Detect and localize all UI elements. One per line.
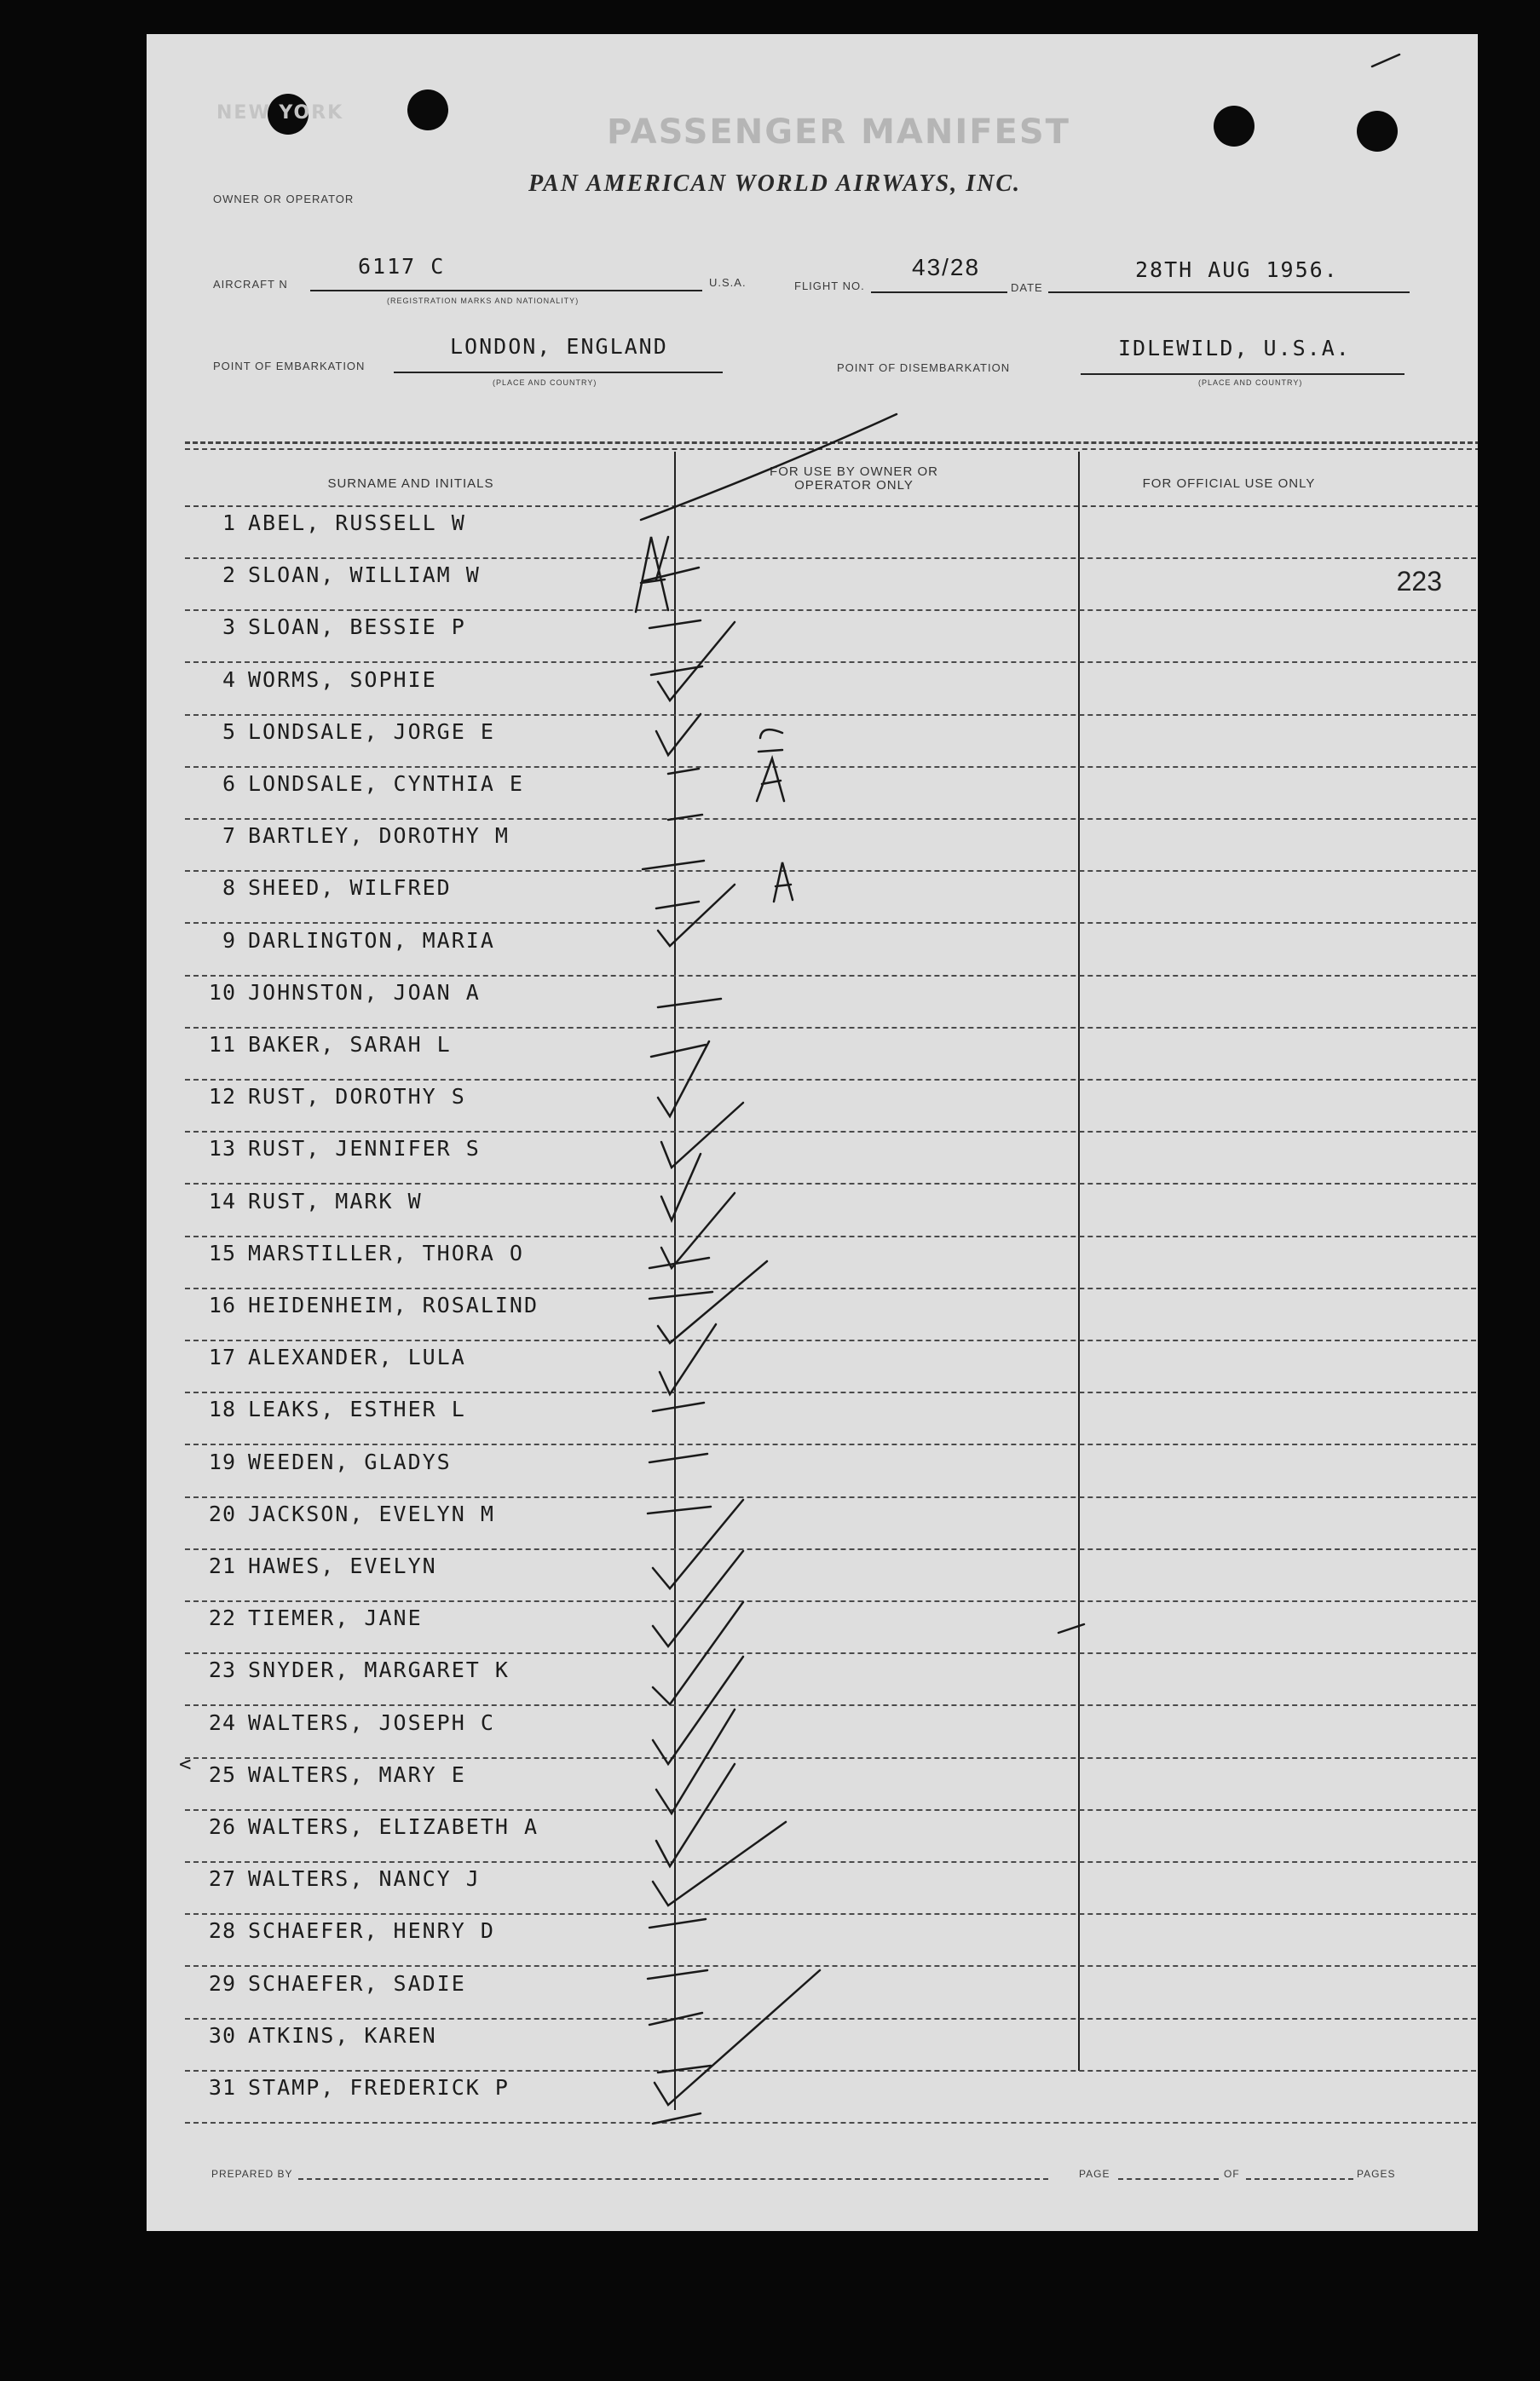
embarkation-underline <box>394 372 723 373</box>
passenger-name: SLOAN, WILLIAM W <box>248 562 481 587</box>
corner-stamp: NEW YORK <box>216 102 344 124</box>
row-number: 28 <box>208 1918 236 1943</box>
table-row <box>185 1237 1476 1289</box>
page-label: PAGE <box>1079 2168 1110 2180</box>
passenger-name: TIEMER, JANE <box>248 1606 423 1630</box>
passenger-name: STAMP, FREDERICK P <box>248 2075 510 2100</box>
passenger-name: WALTERS, MARY E <box>248 1762 466 1787</box>
row-number: 8 <box>222 875 236 900</box>
passenger-name: HEIDENHEIM, ROSALIND <box>248 1293 539 1317</box>
table-top-rule <box>185 448 1478 450</box>
flight-underline <box>871 291 1007 293</box>
flight-label: FLIGHT NO. <box>794 280 865 292</box>
punch-hole <box>1357 111 1398 152</box>
row-number: 9 <box>222 928 236 953</box>
passenger-name: SLOAN, BESSIE P <box>248 614 466 639</box>
table-row <box>185 611 1476 663</box>
table-row <box>185 768 1476 820</box>
row-number: 5 <box>222 719 236 744</box>
row-rule <box>185 1704 1476 1706</box>
table-row <box>185 1185 1476 1237</box>
owner-label: OWNER OR OPERATOR <box>213 193 355 205</box>
passenger-name: BARTLEY, DOROTHY M <box>248 823 510 848</box>
row-number: 12 <box>208 1084 236 1109</box>
aircraft-underline <box>310 290 702 291</box>
row-number: 3 <box>222 614 236 639</box>
of-line <box>1246 2178 1353 2180</box>
passenger-name: SNYDER, MARGARET K <box>248 1657 510 1682</box>
table-row <box>185 2020 1476 2072</box>
row-number: 11 <box>208 1032 236 1057</box>
flight-value: 43/28 <box>912 254 981 280</box>
row-rule <box>185 1965 1476 1967</box>
row-number: 7 <box>222 823 236 848</box>
row-number: 22 <box>208 1606 236 1630</box>
table-row <box>185 1968 1476 2020</box>
embarkation-label: POINT OF EMBARKATION <box>213 360 366 372</box>
column-header-owner: FOR USE BY OWNER OR OPERATOR ONLY <box>770 464 938 493</box>
table-row <box>185 1811 1476 1863</box>
passenger-name: ABEL, RUSSELL W <box>248 510 466 535</box>
punch-hole <box>1214 106 1254 147</box>
row-number: 6 <box>222 771 236 796</box>
passenger-name: WALTERS, ELIZABETH A <box>248 1814 539 1839</box>
passenger-name: SCHAEFER, HENRY D <box>248 1918 495 1943</box>
passenger-name: WALTERS, NANCY J <box>248 1866 481 1891</box>
passenger-name: HAWES, EVELYN <box>248 1554 437 1578</box>
passenger-name: LEAKS, ESTHER L <box>248 1397 466 1421</box>
aircraft-label: AIRCRAFT N <box>213 278 288 291</box>
table-row <box>185 1029 1476 1081</box>
row-number: 27 <box>208 1866 236 1891</box>
table-top-rule <box>185 441 1478 444</box>
passenger-name: WEEDEN, GLADYS <box>248 1450 452 1474</box>
date-value: 28TH AUG 1956. <box>1135 257 1339 282</box>
table-row <box>185 1915 1476 1967</box>
table-row <box>185 925 1476 977</box>
row-rule <box>185 1444 1476 1445</box>
disembarkation-label: POINT OF DISEMBARKATION <box>837 361 1011 374</box>
table-row <box>185 872 1476 924</box>
date-label: DATE <box>1011 281 1043 294</box>
passenger-name: WALTERS, JOSEPH C <box>248 1710 495 1735</box>
passenger-name: JOHNSTON, JOAN A <box>248 980 481 1005</box>
row-number: 19 <box>208 1450 236 1474</box>
table-row <box>185 1133 1476 1185</box>
embarkation-value: LONDON, ENGLAND <box>450 334 668 359</box>
official-use-value: 223 <box>1396 566 1442 597</box>
passenger-name: SHEED, WILFRED <box>248 875 452 900</box>
date-underline <box>1048 291 1410 293</box>
row-number: 26 <box>208 1814 236 1839</box>
manifest-sheet <box>147 34 1478 2231</box>
row-number: 20 <box>208 1502 236 1526</box>
row-rule <box>185 2122 1476 2124</box>
row-number: 4 <box>222 667 236 692</box>
table-row <box>185 507 1476 559</box>
passenger-name: ATKINS, KAREN <box>248 2023 437 2048</box>
row-rule <box>185 1183 1476 1185</box>
column-header-name: SURNAME AND INITIALS <box>327 476 494 491</box>
disembarkation-underline <box>1081 373 1404 375</box>
table-row <box>185 664 1476 716</box>
passenger-name: MARSTILLER, THORA O <box>248 1241 524 1265</box>
punch-hole <box>407 89 448 130</box>
form-title: PASSENGER MANIFEST <box>607 112 1070 152</box>
row-number: 15 <box>208 1241 236 1265</box>
table-row <box>185 1498 1476 1550</box>
place-caption: (PLACE AND COUNTRY) <box>493 378 597 387</box>
row-number: 14 <box>208 1189 236 1214</box>
table-row <box>185 1081 1476 1133</box>
nationality-label: U.S.A. <box>709 276 747 289</box>
of-label: OF <box>1224 2168 1240 2180</box>
table-row <box>185 2072 1476 2124</box>
prepared-by-line <box>298 2178 1048 2180</box>
pages-label: PAGES <box>1357 2168 1396 2180</box>
table-row <box>185 716 1476 768</box>
row-number: 30 <box>208 2023 236 2048</box>
prepared-by-label: PREPARED BY <box>211 2168 293 2180</box>
table-row <box>185 1863 1476 1915</box>
row-number: 24 <box>208 1710 236 1735</box>
table-row <box>185 1759 1476 1811</box>
table-row <box>185 1550 1476 1602</box>
column-header-official: FOR OFFICIAL USE ONLY <box>1142 476 1316 491</box>
passenger-name: LONDSALE, CYNTHIA E <box>248 771 524 796</box>
passenger-name: RUST, MARK W <box>248 1189 423 1214</box>
table-row <box>185 559 1476 611</box>
row-rule <box>185 922 1476 924</box>
place-caption: (PLACE AND COUNTRY) <box>1198 378 1303 387</box>
dash-mark <box>1372 55 1399 66</box>
row-number: 16 <box>208 1293 236 1317</box>
passenger-name: BAKER, SARAH L <box>248 1032 452 1057</box>
passenger-name: ALEXANDER, LULA <box>248 1345 466 1369</box>
row-number: 25 <box>208 1762 236 1787</box>
row-marker: < <box>179 1752 192 1776</box>
row-number: 2 <box>222 562 236 587</box>
table-row <box>185 1602 1476 1654</box>
passenger-name: RUST, JENNIFER S <box>248 1136 481 1161</box>
page-line <box>1118 2178 1219 2180</box>
disembarkation-value: IDLEWILD, U.S.A. <box>1118 336 1351 360</box>
passenger-name: JACKSON, EVELYN M <box>248 1502 495 1526</box>
row-number: 21 <box>208 1554 236 1578</box>
passenger-name: LONDSALE, JORGE E <box>248 719 495 744</box>
registration-caption: (REGISTRATION MARKS AND NATIONALITY) <box>387 297 580 305</box>
row-rule <box>185 661 1476 663</box>
row-number: 1 <box>222 510 236 535</box>
row-number: 31 <box>208 2075 236 2100</box>
row-number: 10 <box>208 980 236 1005</box>
passenger-name: DARLINGTON, MARIA <box>248 928 495 953</box>
row-number: 23 <box>208 1657 236 1682</box>
passenger-name: WORMS, SOPHIE <box>248 667 437 692</box>
row-number: 17 <box>208 1345 236 1369</box>
table-row <box>185 1289 1476 1341</box>
row-number: 29 <box>208 1971 236 1996</box>
table-row <box>185 1446 1476 1498</box>
passenger-name: SCHAEFER, SADIE <box>248 1971 466 1996</box>
table-row <box>185 1707 1476 1759</box>
table-row <box>185 1393 1476 1445</box>
passenger-name: RUST, DOROTHY S <box>248 1084 466 1109</box>
table-row <box>185 820 1476 872</box>
aircraft-value: 6117 C <box>358 254 446 279</box>
row-number: 18 <box>208 1397 236 1421</box>
row-number: 13 <box>208 1136 236 1161</box>
operator-name: PAN AMERICAN WORLD AIRWAYS, INC. <box>528 170 1022 197</box>
table-row <box>185 1341 1476 1393</box>
table-row <box>185 977 1476 1029</box>
table-row <box>185 1654 1476 1706</box>
